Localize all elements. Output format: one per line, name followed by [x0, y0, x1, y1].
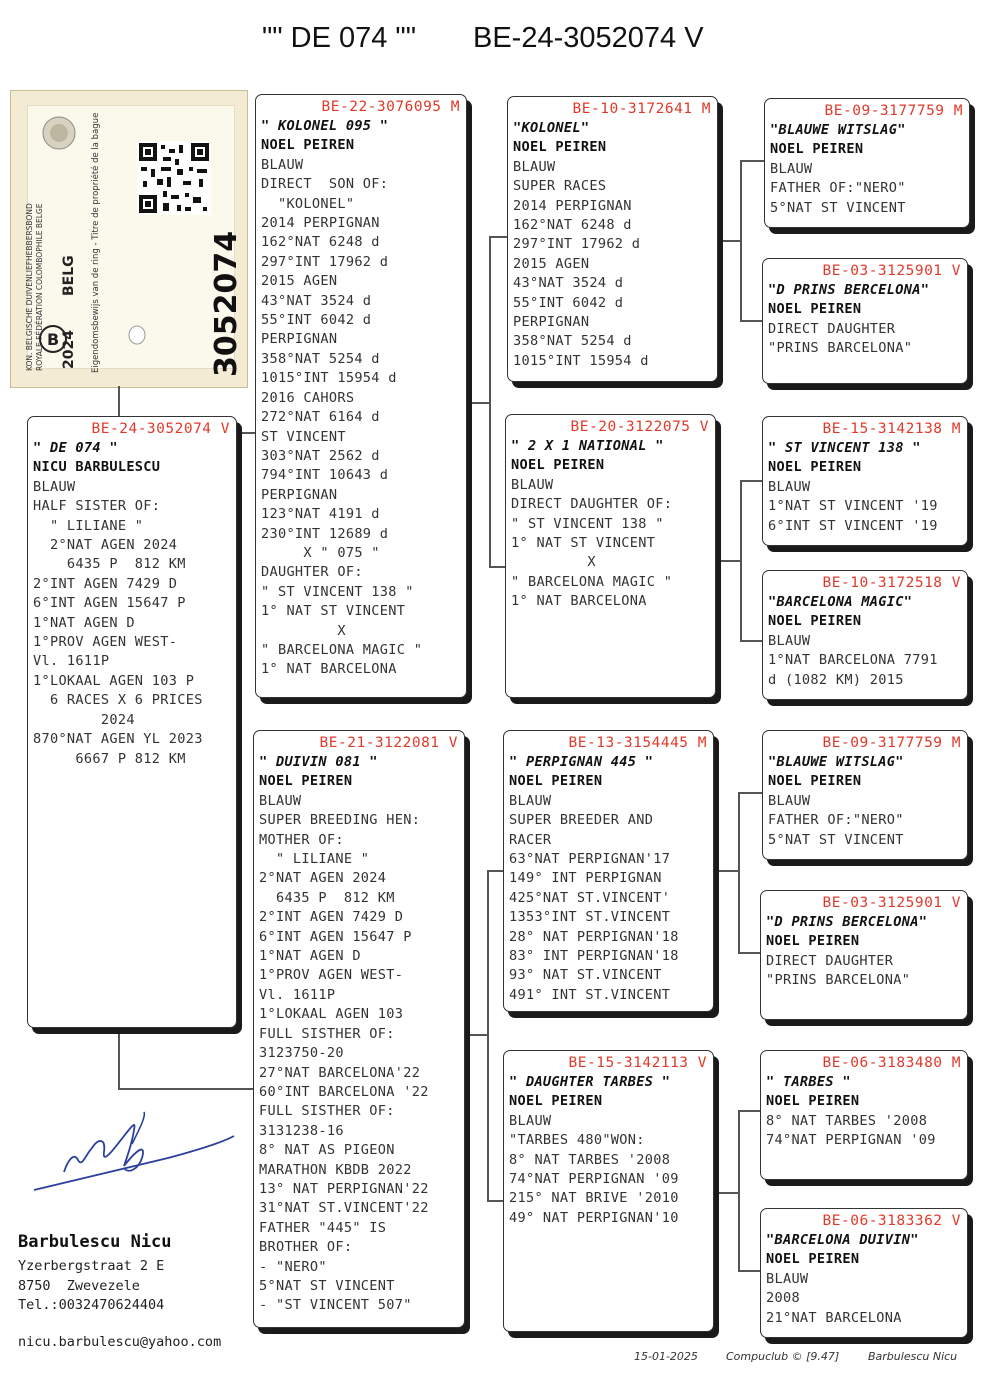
- pigeon-info-line: 6435 P 812 KM: [33, 556, 186, 573]
- connector-line: [714, 1192, 738, 1194]
- pigeon-info-line: 21°NAT BARCELONA: [766, 1309, 902, 1326]
- pigeon-info-line: PERPIGNAN: [261, 486, 338, 503]
- pigeon-ring-number: BE-10-3172518 V: [822, 575, 961, 591]
- pigeon-info-line: 1°PROV AGEN WEST-: [259, 967, 404, 984]
- pigeon-info-line: 63°NAT PERPIGNAN'17: [509, 851, 671, 868]
- pigeon-name: "BARCELONA MAGIC": [768, 594, 913, 610]
- pigeon-name: " ST VINCENT 138 ": [768, 440, 921, 456]
- pigeon-info-line: 8° NAT AS PIGEON: [259, 1142, 395, 1159]
- pigeon-info-line: 27°NAT BARCELONA'22: [259, 1064, 421, 1081]
- pigeon-breeder: NOEL PEIREN: [509, 1093, 603, 1110]
- pigeon-info-line: 6667 P 812 KM: [33, 750, 186, 767]
- pigeon-info-line: BLAUW: [513, 158, 556, 175]
- pigeon-info-line: BLAUW: [261, 156, 304, 173]
- pigeon-info-line: BLAUW: [766, 1270, 809, 1287]
- pigeon-info-line: BLAUW: [768, 792, 811, 809]
- connector-line: [487, 870, 489, 1200]
- pigeon-info-line: X: [261, 622, 346, 639]
- pigeon-card-ggp-7: [760, 1050, 968, 1180]
- pigeon-breeder: NOEL PEIREN: [259, 773, 353, 790]
- pigeon-info-line: 230°INT 12689 d: [261, 525, 389, 542]
- connector-line: [738, 1110, 760, 1112]
- pigeon-card-ggp-1: [764, 98, 970, 228]
- pigeon-breeder: NOEL PEIREN: [768, 301, 862, 318]
- pigeon-card-subject: [27, 416, 237, 1028]
- pigeon-card-ggp-8: [760, 1208, 968, 1338]
- pigeon-info-line: 5°NAT ST VINCENT: [768, 831, 904, 848]
- pigeon-info-line: 43°NAT 3524 d: [261, 292, 372, 309]
- pigeon-info-line: - "ST VINCENT 507": [259, 1297, 412, 1314]
- pigeon-info-line: MOTHER OF:: [259, 831, 344, 848]
- pigeon-info-line: 6°INT AGEN 15647 P: [33, 595, 186, 612]
- footer-owner: Barbulescu Nicu: [868, 1350, 958, 1363]
- pigeon-info-line: 2015 AGEN: [261, 273, 338, 290]
- pigeon-card-sire-sire: [507, 96, 718, 382]
- pigeon-name: "BLAUWE WITSLAG": [770, 122, 906, 138]
- pigeon-info-line: 60°INT BARCELONA '22: [259, 1083, 429, 1100]
- ring-country: BELG: [61, 255, 77, 296]
- pigeon-info-line: 2024: [33, 711, 135, 728]
- pigeon-name: " PERPIGNAN 445 ": [509, 754, 654, 770]
- connector-line: [740, 480, 762, 482]
- pigeon-title: "" DE 074 "": [262, 22, 417, 54]
- pigeon-info-line: 1015°INT 15954 d: [261, 370, 397, 387]
- pigeon-info-line: d (1082 KM) 2015: [768, 671, 904, 688]
- pigeon-name: "BARCELONA DUIVIN": [766, 1232, 919, 1248]
- pigeon-info-line: " LILIANE ": [33, 517, 144, 534]
- owner-phone: Tel.:0032470624404: [18, 1297, 165, 1313]
- pigeon-ring-number: BE-03-3125901 V: [822, 263, 961, 279]
- pigeon-info-line: 149° INT PERPIGNAN: [509, 870, 662, 887]
- pigeon-ring-number: BE-09-3177759 M: [822, 735, 961, 751]
- pigeon-ring-title: BE-24-3052074 V: [473, 22, 704, 54]
- pigeon-info-line: FATHER OF:"NERO": [770, 180, 906, 197]
- pigeon-info-line: 1° NAT BARCELONA: [511, 593, 647, 610]
- pigeon-info-line: FATHER OF:"NERO": [768, 812, 904, 829]
- pigeon-info-line: "PRINS BARCELONA": [768, 340, 913, 357]
- connector-line: [714, 870, 738, 872]
- pigeon-info-line: 1° NAT BARCELONA: [261, 661, 397, 678]
- pigeon-info-line: ST VINCENT: [261, 428, 346, 445]
- pigeon-info-line: DIRECT DAUGHTER: [766, 952, 894, 969]
- pigeon-info-line: 2°INT AGEN 7429 D: [33, 575, 178, 592]
- connector-line: [489, 236, 491, 566]
- pigeon-info-line: PERPIGNAN: [261, 331, 338, 348]
- pigeon-info-line: BLAUW: [511, 476, 554, 493]
- pigeon-info-line: BLAUW: [259, 792, 302, 809]
- ring-year: 2024: [61, 330, 77, 369]
- pigeon-card-dam-dam: [503, 1050, 714, 1332]
- pigeon-info-line: 49° NAT PERPIGNAN'10: [509, 1209, 679, 1226]
- connector-line: [118, 1088, 254, 1090]
- pigeon-info-line: 2014 PERPIGNAN: [261, 215, 380, 232]
- pigeon-info-line: " LILIANE ": [259, 851, 370, 868]
- pigeon-name: "D PRINS BERCELONA": [768, 282, 930, 298]
- pigeon-info-line: 2008: [766, 1290, 800, 1307]
- pigeon-name: " KOLONEL 095 ": [261, 118, 389, 134]
- pigeon-info-line: 43°NAT 3524 d: [513, 275, 624, 292]
- pigeon-info-line: 6 RACES X 6 PRICES: [33, 692, 203, 709]
- connector-line: [718, 240, 740, 242]
- pigeon-info-line: 93° NAT ST.VINCENT: [509, 967, 662, 984]
- pigeon-info-line: 1°NAT ST VINCENT '19: [768, 498, 938, 515]
- ownership-statement: Eigendomsbewijs van de ring - Titre de propriété de la bague: [91, 112, 101, 373]
- federation-name-fr: ROYALE FÉDÉRATION COLOMBOPHILE BELGE: [35, 203, 44, 371]
- pigeon-info-line: 1353°INT ST.VINCENT: [509, 909, 671, 926]
- pigeon-info-line: MARATHON KBDB 2022: [259, 1161, 412, 1178]
- punch-hole-icon: [129, 326, 145, 344]
- pigeon-info-line: 74°NAT PERPIGNAN '09: [509, 1171, 679, 1188]
- pigeon-card-ggp-5: [762, 730, 968, 860]
- connector-line: [738, 792, 740, 952]
- pigeon-info-line: BROTHER OF:: [259, 1239, 353, 1256]
- pigeon-card-dam: [253, 730, 465, 1328]
- pigeon-card-ggp-2: [762, 258, 968, 384]
- connector-line: [738, 792, 762, 794]
- pigeon-info-line: DIRECT DAUGHTER: [768, 320, 896, 337]
- owner-email: nicu.barbulescu@yahoo.com: [18, 1334, 222, 1350]
- pigeon-info-line: " BARCELONA MAGIC ": [511, 573, 673, 590]
- pigeon-breeder: NOEL PEIREN: [766, 1251, 860, 1268]
- pigeon-info-line: FULL SISTHER OF:: [259, 1025, 395, 1042]
- connector-line: [716, 560, 740, 562]
- pigeon-info-line: 5°NAT ST VINCENT: [770, 199, 906, 216]
- pigeon-info-line: 6435 P 812 KM: [259, 889, 395, 906]
- pigeon-info-line: 2°NAT AGEN 2024: [259, 870, 387, 887]
- pigeon-card-sire: [255, 94, 467, 698]
- pigeon-info-line: 303°NAT 2562 d: [261, 447, 380, 464]
- pigeon-ring-number: BE-20-3122075 V: [570, 419, 709, 435]
- pigeon-info-line: SUPER RACES: [513, 178, 607, 195]
- connector-line: [236, 432, 256, 434]
- pigeon-info-line: FATHER "445" IS: [259, 1219, 387, 1236]
- pigeon-info-line: 31°NAT ST.VINCENT'22: [259, 1200, 429, 1217]
- pigeon-info-line: DAUGHTER OF:: [261, 564, 363, 581]
- pigeon-info-line: 2015 AGEN: [513, 255, 590, 272]
- connector-line: [738, 952, 760, 954]
- pigeon-info-line: 1°NAT AGEN D: [259, 948, 361, 965]
- pigeon-ring-number: BE-24-3052074 V: [91, 421, 230, 437]
- footer-software: Compuclub © [9.47]: [726, 1350, 840, 1363]
- pigeon-info-line: 870°NAT AGEN YL 2023: [33, 731, 203, 748]
- pigeon-info-line: 6°INT ST VINCENT '19: [768, 517, 938, 534]
- pigeon-breeder: NOEL PEIREN: [768, 773, 862, 790]
- pigeon-info-line: 297°INT 17962 d: [261, 253, 389, 270]
- svg-text:B: B: [47, 330, 60, 349]
- pigeon-info-line: 8° NAT TARBES '2008: [509, 1151, 671, 1168]
- pigeon-info-line: 1015°INT 15954 d: [513, 352, 649, 369]
- pigeon-name: " DAUGHTER TARBES ": [509, 1074, 671, 1090]
- pigeon-info-line: DIRECT DAUGHTER OF:: [511, 496, 673, 513]
- pigeon-info-line: " BARCELONA MAGIC ": [261, 641, 423, 658]
- tag-connector: [118, 386, 120, 416]
- pigeon-breeder: NOEL PEIREN: [768, 613, 862, 630]
- pigeon-info-line: 5°NAT ST VINCENT: [259, 1277, 395, 1294]
- pigeon-info-line: 6°INT AGEN 15647 P: [259, 928, 412, 945]
- pigeon-name: "KOLONEL": [513, 120, 590, 136]
- pigeon-info-line: 1°LOKAAL AGEN 103 P: [33, 672, 195, 689]
- pigeon-card-ggp-6: [760, 890, 968, 1020]
- pigeon-info-line: 55°INT 6042 d: [513, 294, 624, 311]
- pigeon-info-line: 162°NAT 6248 d: [513, 217, 632, 234]
- owner-signature-icon: [28, 1108, 248, 1198]
- pigeon-ring-number: BE-15-3142138 M: [822, 421, 961, 437]
- pigeon-card-dam-sire: [503, 730, 714, 1012]
- pigeon-info-line: BLAUW: [33, 478, 76, 495]
- pigeon-info-line: 83° INT PERPIGNAN'18: [509, 948, 679, 965]
- pigeon-info-line: 8° NAT TARBES '2008: [766, 1112, 928, 1129]
- pigeon-name: "BLAUWE WITSLAG": [768, 754, 904, 770]
- connector-line: [118, 1028, 120, 1088]
- pigeon-ring-number: BE-13-3154445 M: [568, 735, 707, 751]
- connector-line: [738, 1110, 740, 1270]
- pigeon-name: "D PRINS BERCELONA": [766, 914, 928, 930]
- pigeon-ring-number: BE-03-3125901 V: [822, 895, 961, 911]
- connector-line: [467, 402, 489, 404]
- pigeon-info-line: " ST VINCENT 138 ": [261, 583, 414, 600]
- pigeon-info-line: "KOLONEL": [261, 195, 355, 212]
- pigeon-ring-number: BE-06-3183362 V: [822, 1213, 961, 1229]
- pigeon-breeder: NOEL PEIREN: [768, 459, 862, 476]
- pigeon-breeder: NOEL PEIREN: [766, 1093, 860, 1110]
- federation-name-nl: KON. BELGISCHE DUIVENLIEFHEBBERSBOND: [25, 203, 34, 371]
- pigeon-info-line: 1° NAT ST VINCENT: [261, 603, 406, 620]
- pigeon-card-ggp-4: [762, 570, 968, 700]
- connector-line: [489, 236, 507, 238]
- pigeon-info-line: 55°INT 6042 d: [261, 312, 372, 329]
- pigeon-info-line: "TARBES 480"WON:: [509, 1132, 645, 1149]
- pigeon-breeder: NOEL PEIREN: [511, 457, 605, 474]
- pigeon-info-line: 2°INT AGEN 7429 D: [259, 909, 404, 926]
- pigeon-info-line: - "NERO": [259, 1258, 327, 1275]
- connector-line: [740, 160, 764, 162]
- pigeon-ring-number: BE-15-3142113 V: [568, 1055, 707, 1071]
- pigeon-info-line: 1°NAT BARCELONA 7791: [768, 652, 938, 669]
- pigeon-card-sire-dam: [505, 414, 716, 698]
- connector-line: [465, 1034, 487, 1036]
- pigeon-info-line: 1°NAT AGEN D: [33, 614, 135, 631]
- pigeon-info-line: 28° NAT PERPIGNAN'18: [509, 928, 679, 945]
- qr-code-icon: [137, 141, 211, 215]
- footer-date: 15-01-2025: [634, 1350, 698, 1363]
- pigeon-info-line: BLAUW: [509, 792, 552, 809]
- pigeon-name: " 2 X 1 NATIONAL ": [511, 438, 664, 454]
- pigeon-info-line: 358°NAT 5254 d: [513, 333, 632, 350]
- connector-line: [740, 320, 762, 322]
- pigeon-info-line: 123°NAT 4191 d: [261, 506, 380, 523]
- pigeon-info-line: PERPIGNAN: [513, 314, 590, 331]
- pigeon-info-line: 13° NAT PERPIGNAN'22: [259, 1180, 429, 1197]
- pigeon-info-line: 491° INT ST.VINCENT: [509, 986, 671, 1003]
- connector-line: [740, 160, 742, 320]
- pigeon-info-line: 2°NAT AGEN 2024: [33, 537, 178, 554]
- pigeon-info-line: " ST VINCENT 138 ": [511, 515, 664, 532]
- pigeon-info-line: 794°INT 10643 d: [261, 467, 389, 484]
- pigeon-info-line: 3123750-20: [259, 1045, 344, 1062]
- pigeon-breeder: NOEL PEIREN: [513, 139, 607, 156]
- pigeon-info-line: BLAUW: [770, 160, 813, 177]
- pigeon-card-ggp-3: [762, 416, 968, 546]
- connector-line: [740, 480, 742, 640]
- pigeon-info-line: "PRINS BARCELONA": [766, 972, 911, 989]
- pigeon-info-line: 358°NAT 5254 d: [261, 350, 380, 367]
- owner-name: Barbulescu Nicu: [18, 1232, 172, 1252]
- owner-street: Yzerbergstraat 2 E: [18, 1258, 165, 1274]
- pigeon-breeder: NOEL PEIREN: [770, 141, 864, 158]
- pigeon-breeder: NOEL PEIREN: [766, 933, 860, 950]
- pigeon-info-line: 297°INT 17962 d: [513, 236, 641, 253]
- pigeon-info-line: BLAUW: [509, 1112, 552, 1129]
- pigeon-breeder: NOEL PEIREN: [261, 137, 355, 154]
- pigeon-info-line: 1°LOKAAL AGEN 103: [259, 1006, 404, 1023]
- pigeon-info-line: SUPER BREEDING HEN:: [259, 812, 421, 829]
- pigeon-name: " TARBES ": [766, 1074, 851, 1090]
- pigeon-info-line: Vl. 1611P: [33, 653, 110, 670]
- owner-city: 8750 Zwevezele: [18, 1278, 140, 1294]
- connector-line: [489, 566, 505, 568]
- pigeon-info-line: 3131238-16: [259, 1122, 344, 1139]
- pigeon-breeder: NICU BARBULESCU: [33, 459, 161, 476]
- pigeon-info-line: X " 075 ": [261, 544, 380, 561]
- pigeon-info-line: X: [511, 554, 596, 571]
- pigeon-info-line: 1° NAT ST VINCENT: [511, 535, 656, 552]
- pigeon-info-line: 272°NAT 6164 d: [261, 409, 380, 426]
- pigeon-info-line: 162°NAT 6248 d: [261, 234, 380, 251]
- pigeon-info-line: RACER: [509, 831, 552, 848]
- ring-number: 3052074: [209, 230, 244, 377]
- pigeon-name: " DE 074 ": [33, 440, 118, 456]
- pigeon-ring-number: BE-06-3183480 M: [822, 1055, 961, 1071]
- ring-ownership-card: [10, 90, 248, 388]
- pigeon-breeder: NOEL PEIREN: [509, 773, 603, 790]
- connector-line: [738, 1270, 760, 1272]
- pigeon-ring-number: BE-22-3076095 M: [321, 99, 460, 115]
- pigeon-info-line: SUPER BREEDER AND: [509, 812, 654, 829]
- pigeon-info-line: DIRECT SON OF:: [261, 176, 389, 193]
- pigeon-info-line: 1°PROV AGEN WEST-: [33, 634, 178, 651]
- pigeon-info-line: 215° NAT BRIVE '2010: [509, 1190, 679, 1207]
- pigeon-info-line: 425°NAT ST.VINCENT': [509, 889, 671, 906]
- pigeon-info-line: Vl. 1611P: [259, 986, 336, 1003]
- pigeon-info-line: BLAUW: [768, 632, 811, 649]
- pigeon-ring-number: BE-10-3172641 M: [572, 101, 711, 117]
- pigeon-info-line: FULL SISTHER OF:: [259, 1103, 395, 1120]
- pigeon-info-line: HALF SISTER OF:: [33, 498, 161, 515]
- pigeon-info-line: BLAUW: [768, 478, 811, 495]
- connector-line: [740, 640, 762, 642]
- pigeon-info-line: 74°NAT PERPIGNAN '09: [766, 1132, 936, 1149]
- pigeon-info-line: 2016 CAHORS: [261, 389, 355, 406]
- pigeon-info-line: 2014 PERPIGNAN: [513, 197, 632, 214]
- pigeon-ring-number: BE-21-3122081 V: [319, 735, 458, 751]
- pigeon-ring-number: BE-09-3177759 M: [824, 103, 963, 119]
- pigeon-name: " DUIVIN 081 ": [259, 754, 378, 770]
